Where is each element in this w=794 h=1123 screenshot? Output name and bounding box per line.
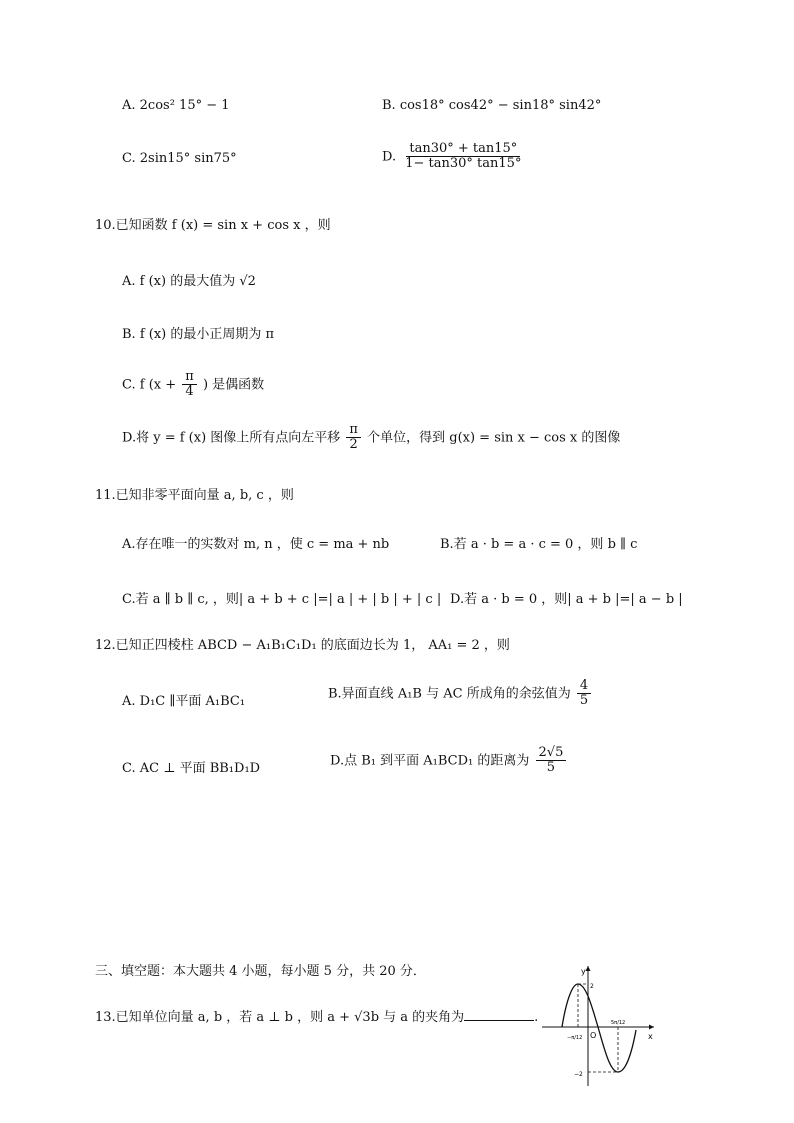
fraction-denominator: 2 bbox=[349, 437, 358, 453]
y-axis-label: y bbox=[581, 967, 586, 976]
q13-text: 13.已知单位向量 a, b ，若 a ⊥ b ，则 a + √3b 与 a 的夹角为 bbox=[95, 1010, 465, 1025]
q9-option-c: C. 2sin15° sin75° bbox=[122, 151, 237, 166]
origin-label: O bbox=[590, 1031, 597, 1040]
q10-option-c-fraction bbox=[182, 370, 197, 400]
q9-option-a: A. 2cos² 15° − 1 bbox=[122, 98, 230, 113]
fraction-numerator: π bbox=[346, 423, 361, 438]
fraction-denominator: 4 bbox=[185, 384, 194, 400]
fraction-denominator: 5 bbox=[546, 760, 556, 776]
fraction-numerator: 2√5 bbox=[536, 746, 567, 761]
x-left-label: −π/12 bbox=[567, 1035, 583, 1041]
q11-stem: 11.已知非零平面向量 a, b, c ，则 bbox=[95, 488, 294, 503]
q12-option-b bbox=[328, 679, 593, 709]
q9-option-d-label: D. bbox=[382, 149, 397, 165]
fraction-numerator: π bbox=[182, 370, 197, 385]
q10-option-d-prefix: D.将 y = f (x) 图像上所有点向左平移 bbox=[122, 430, 341, 446]
y-axis-arrow bbox=[586, 966, 591, 971]
q12-option-b-prefix: B.异面直线 A₁B 与 AC 所成角的余弦值为 bbox=[328, 686, 571, 702]
q13-question bbox=[95, 1006, 538, 1025]
q10-option-c-prefix: C. f (x + bbox=[122, 377, 177, 393]
answer-blank bbox=[464, 1008, 534, 1021]
q10-option-b: B. f (x) 的最小正周期为 π bbox=[122, 327, 275, 342]
q12-option-b-fraction bbox=[577, 679, 591, 709]
q10-option-c-suffix: ) 是偶函数 bbox=[202, 377, 265, 393]
q11-option-b: B.若 a · b = a · c = 0 ，则 b ∥ c bbox=[440, 537, 638, 552]
q12-option-a: A. D₁C ∥平面 A₁BC₁ bbox=[122, 694, 246, 709]
x-axis-arrow bbox=[649, 1025, 654, 1030]
q9-option-b: B. cos18° cos42° − sin18° sin42° bbox=[382, 98, 602, 113]
y-top-label: 2 bbox=[590, 983, 594, 990]
sine-graph-figure bbox=[538, 962, 660, 1090]
q10-option-d-fraction bbox=[346, 423, 361, 453]
sine-curve bbox=[562, 984, 636, 1072]
q10-stem: 10.已知函数 f (x) = sin x + cos x ，则 bbox=[95, 218, 331, 233]
x-right-label: 5π/12 bbox=[611, 1020, 626, 1026]
x-axis-label: x bbox=[648, 1032, 653, 1041]
q10-option-d bbox=[122, 423, 620, 453]
q13-end: . bbox=[534, 1010, 539, 1025]
q12-option-d-prefix: D.点 B₁ 到平面 A₁BCD₁ 的距离为 bbox=[330, 753, 530, 769]
fraction-denominator: 5 bbox=[579, 693, 589, 709]
y-bottom-label: −2 bbox=[574, 1071, 583, 1078]
q10-option-a: A. f (x) 的最大值为 √2 bbox=[122, 274, 256, 289]
fraction-numerator: 4 bbox=[577, 679, 591, 694]
section-heading: 三、填空题：本大题共 4 小题，每小题 5 分，共 20 分． bbox=[95, 964, 426, 979]
q11-option-d: D.若 a · b = 0 ，则| a + b |=| a − b | bbox=[450, 592, 683, 607]
q12-stem: 12.已知正四棱柱 ABCD − A₁B₁C₁D₁ 的底面边长为 1， AA₁ = 2 ，则 bbox=[95, 638, 510, 653]
q9-option-d-fraction bbox=[402, 142, 524, 172]
q10-option-c bbox=[122, 370, 264, 400]
q12-option-d-fraction bbox=[536, 746, 567, 776]
q11-option-a: A.存在唯一的实数对 m, n ，使 c = ma + nb bbox=[122, 537, 390, 552]
fraction-numerator: tan30° + tan15° bbox=[406, 142, 520, 157]
q11-option-c: C.若 a ∥ b ∥ c, ，则| a + b + c |=| a | + | b | + | c | bbox=[122, 592, 442, 607]
q12-option-c: C. AC ⊥ 平面 BB₁D₁D bbox=[122, 761, 261, 776]
q12-option-d bbox=[330, 746, 568, 776]
q9-option-d bbox=[382, 142, 526, 172]
fraction-denominator: 1− tan30° tan15° bbox=[405, 156, 522, 172]
q10-option-d-suffix: 个单位，得到 g(x) = sin x − cos x 的图像 bbox=[367, 430, 621, 446]
